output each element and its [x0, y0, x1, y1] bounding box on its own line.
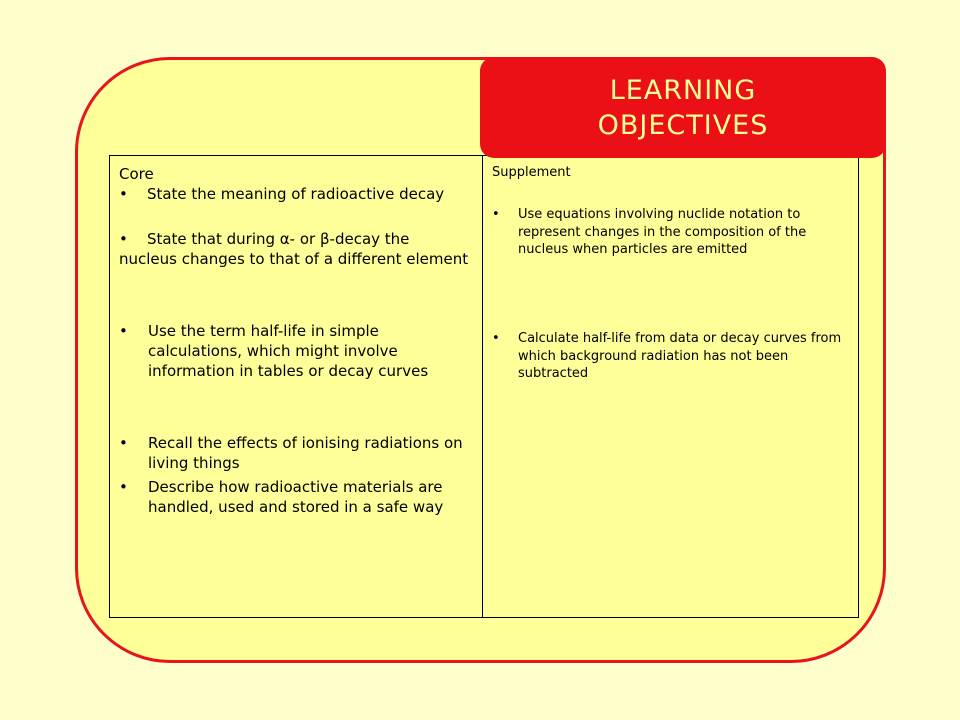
supplement-column [483, 156, 858, 617]
supplement-item-2: • Calculate half-life from data or decay curves from which background radiation has not been subtracted [492, 331, 842, 381]
bullet-icon: • [119, 185, 128, 203]
learning-objectives-badge [480, 57, 886, 158]
supplement-heading: Supplement [492, 165, 571, 180]
bullet-icon: • [119, 478, 128, 496]
objectives-table [109, 155, 859, 618]
core-item-2: • State that during α- or β-decay the nucleus changes to that of a different element [119, 230, 469, 268]
core-heading: Core [119, 165, 154, 183]
bullet-icon: • [119, 434, 128, 452]
core-item-5: • Describe how radioactive materials are handled, used and stored in a safe way [119, 478, 444, 516]
badge-title: LEARNING OBJECTIVES [597, 74, 769, 141]
bullet-icon: • [119, 322, 128, 340]
supplement-item-1: • Use equations involving nuclide notation to represent changes in the composition of the nucleus when particles are emitted [492, 207, 807, 257]
bullet-icon: • [492, 207, 500, 222]
core-column [110, 156, 483, 617]
bullet-icon: • [492, 331, 500, 346]
core-item-4: • Recall the effects of ionising radiations on living things [119, 434, 463, 472]
bullet-icon: • [119, 230, 128, 248]
core-item-1: • State the meaning of radioactive decay [119, 185, 445, 203]
core-item-3: • Use the term half-life in simple calculations, which might involve information in tables or decay curves [119, 322, 429, 380]
